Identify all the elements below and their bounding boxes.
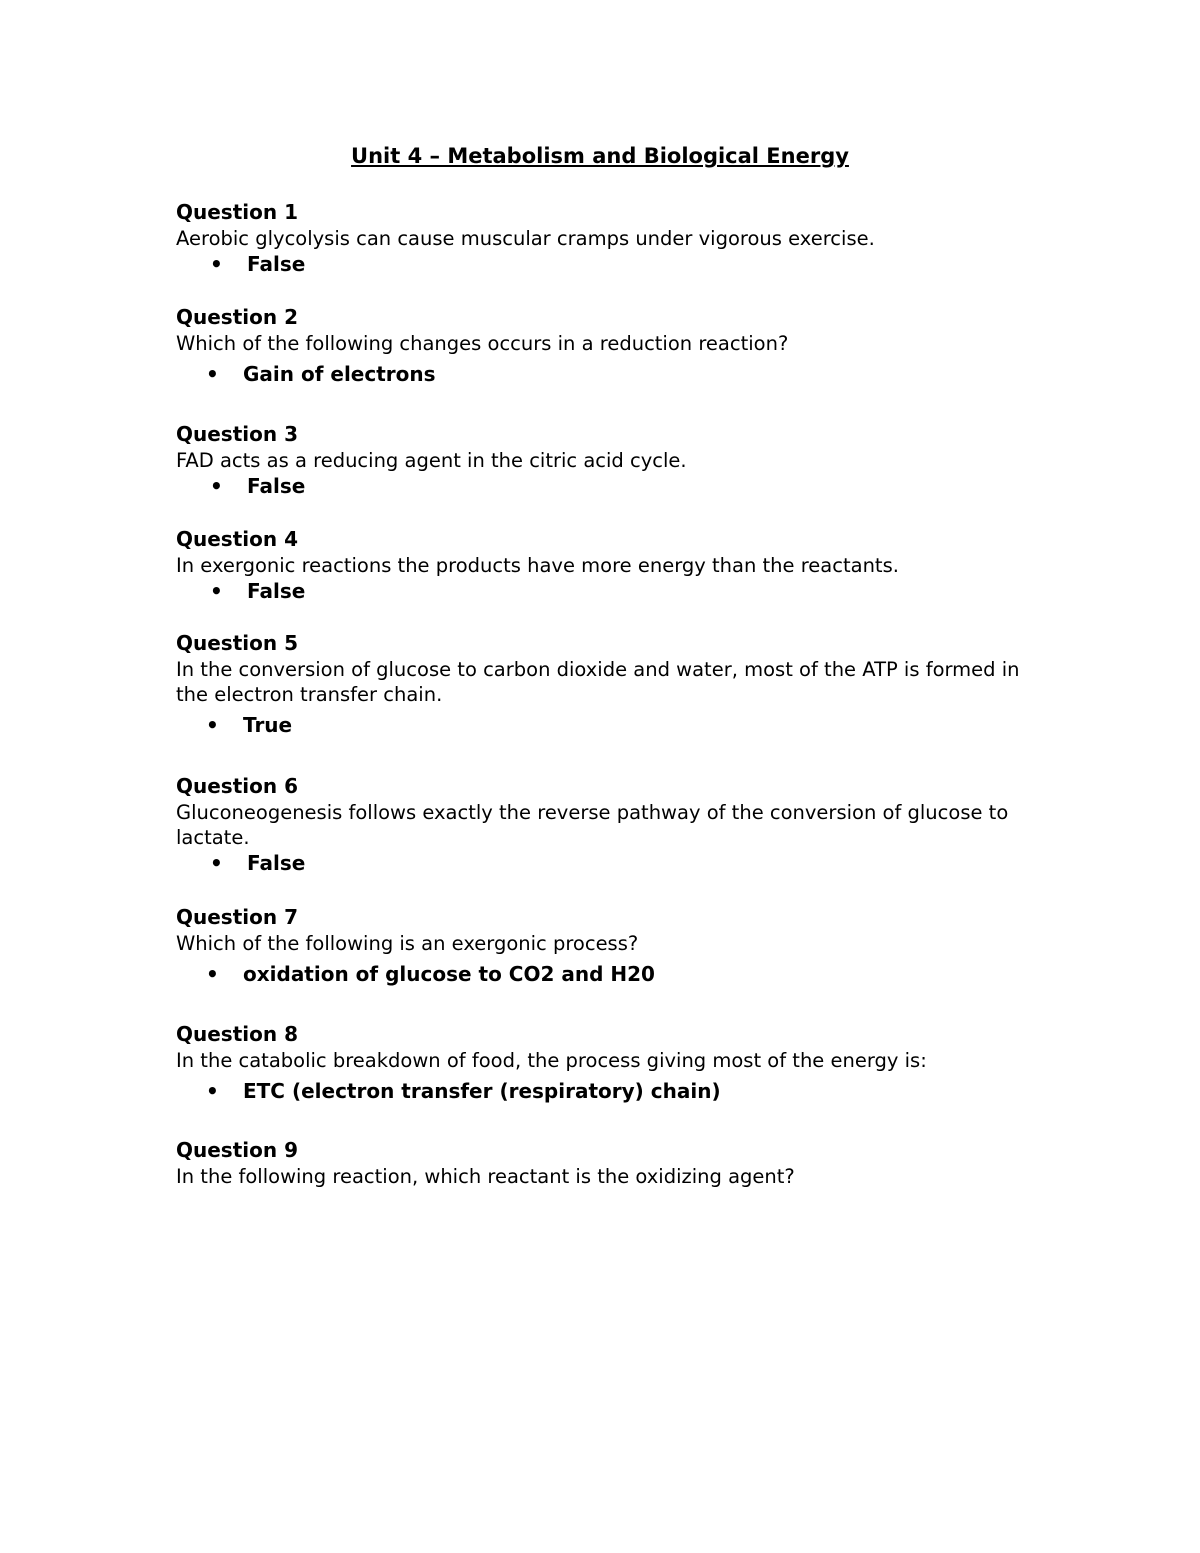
answer-text: False <box>247 851 306 875</box>
question-text: In the catabolic breakdown of food, the process giving most of the energy is: <box>176 1049 927 1072</box>
document-title: Unit 4 – Metabolism and Biological Energy <box>351 144 849 168</box>
question-1 <box>176 199 1056 278</box>
question-text: In exergonic reactions the products have more energy than the reactants. <box>176 554 899 577</box>
answer-text: False <box>247 252 306 276</box>
bullet-icon: • <box>206 713 219 737</box>
question-label: Question 1 <box>176 200 298 224</box>
question-label: Question 8 <box>176 1022 298 1046</box>
answer-text: ETC (electron transfer (respiratory) chain) <box>243 1079 721 1103</box>
question-label: Question 5 <box>176 631 298 655</box>
question-text: Which of the following changes occurs in a reduction reaction? <box>176 332 789 355</box>
answer-item <box>176 578 1056 605</box>
answer-item <box>176 361 1056 388</box>
question-text: Gluconeogenesis follows exactly the reverse pathway of the conversion of glucose to lactate. <box>176 801 1009 849</box>
answer-text: False <box>247 579 306 603</box>
bullet-icon: • <box>210 579 223 603</box>
bullet-icon: • <box>210 474 223 498</box>
answer-text: oxidation of glucose to CO2 and H20 <box>243 962 655 986</box>
question-2 <box>176 304 1056 388</box>
question-7 <box>176 904 1056 988</box>
question-text: Which of the following is an exergonic process? <box>176 932 639 955</box>
question-text: In the conversion of glucose to carbon dioxide and water, most of the ATP is formed in the electron transfer chain. <box>176 658 1020 706</box>
question-label: Question 6 <box>176 774 298 798</box>
question-4 <box>176 526 1056 605</box>
answer-item <box>176 251 1056 278</box>
answer-item <box>176 473 1056 500</box>
bullet-icon: • <box>206 962 219 986</box>
bullet-icon: • <box>206 1079 219 1103</box>
question-6 <box>176 773 1056 877</box>
question-8 <box>176 1021 1056 1105</box>
question-text: FAD acts as a reducing agent in the citric acid cycle. <box>176 449 687 472</box>
question-label: Question 3 <box>176 422 298 446</box>
bullet-icon: • <box>206 362 219 386</box>
answer-item <box>176 850 1056 877</box>
question-label: Question 7 <box>176 905 298 929</box>
answer-text: False <box>247 474 306 498</box>
answer-item <box>176 961 1056 988</box>
bullet-icon: • <box>210 252 223 276</box>
bullet-icon: • <box>210 851 223 875</box>
answer-text: True <box>243 713 293 737</box>
answer-text: Gain of electrons <box>243 362 436 386</box>
question-text: In the following reaction, which reactant is the oxidizing agent? <box>176 1165 795 1188</box>
question-label: Question 2 <box>176 305 298 329</box>
answer-item <box>176 1078 1056 1105</box>
answer-item <box>176 712 1056 739</box>
question-5 <box>176 630 1056 739</box>
question-label: Question 9 <box>176 1138 298 1162</box>
question-text: Aerobic glycolysis can cause muscular cramps under vigorous exercise. <box>176 227 875 250</box>
question-9 <box>176 1137 1056 1189</box>
question-label: Question 4 <box>176 527 298 551</box>
question-3 <box>176 421 1056 500</box>
